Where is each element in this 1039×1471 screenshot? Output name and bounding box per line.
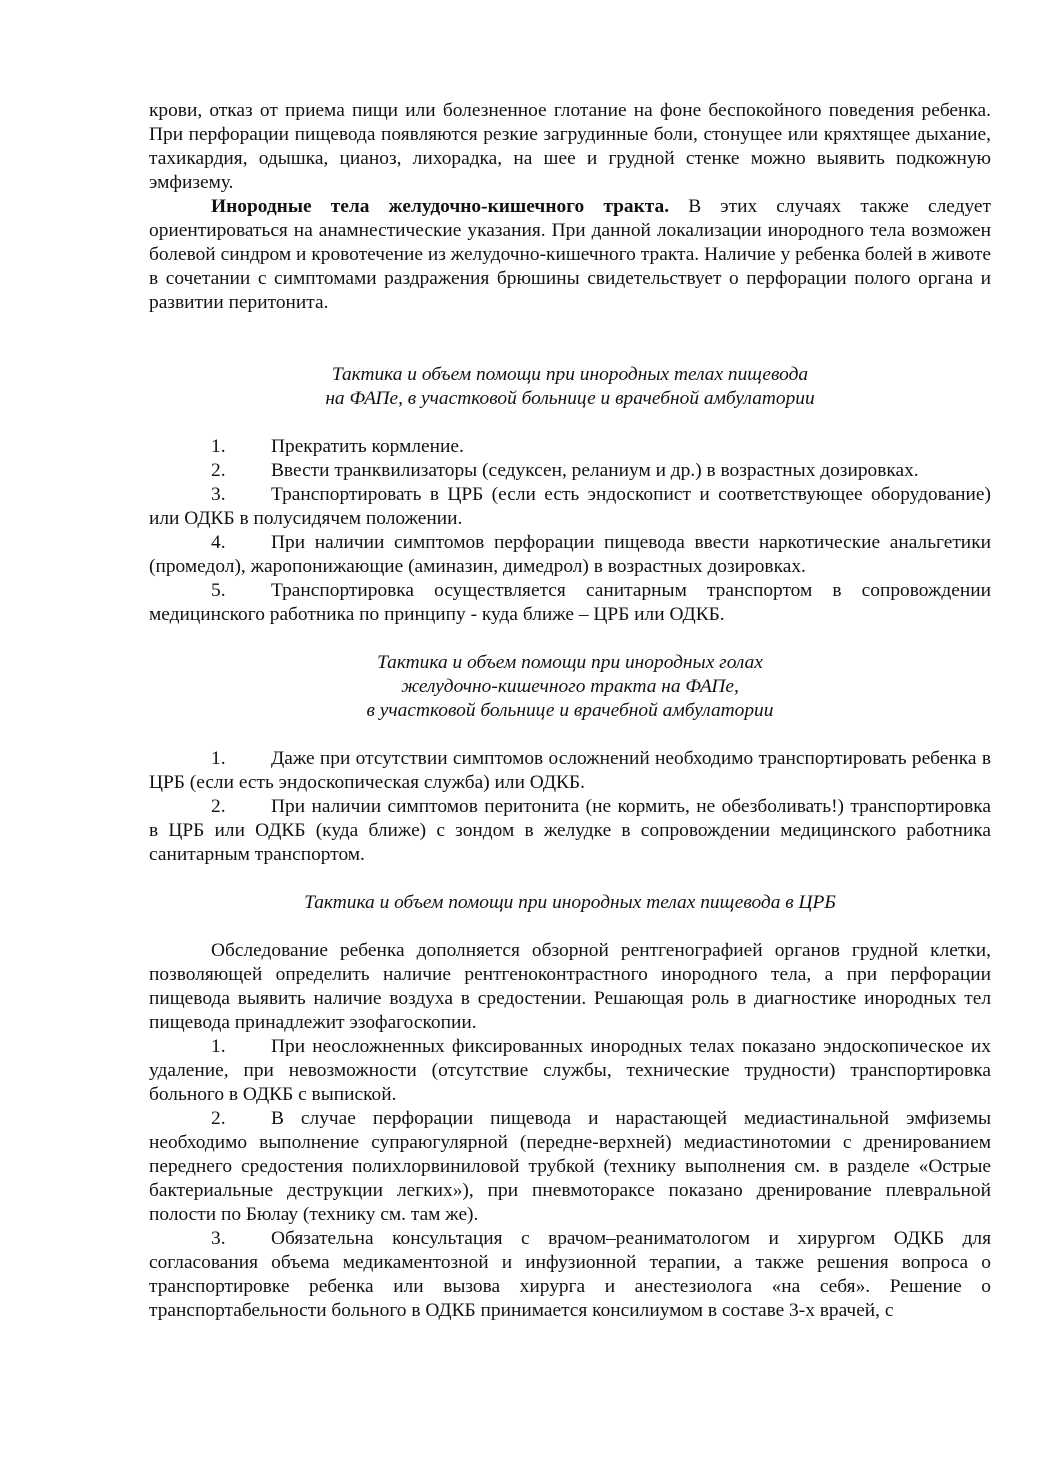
list-item <box>149 1035 991 1107</box>
item-text: Прекратить кормление. <box>271 436 464 457</box>
section2-heading-line3: в участковой больнице и врачебной амбулатории <box>366 700 774 721</box>
section2-heading <box>149 651 991 723</box>
item-text: При неосложненных фиксированных инородных телах показано эндоскопическое их удаление, при невозможности (отсутствие службы, технические трудности) транспортировка больного в ОДКБ с выпиской. <box>149 1036 991 1105</box>
section1-heading-line2: на ФАПе, в участковой больнице и врачебной амбулатории <box>325 388 815 409</box>
item-number: 2. <box>211 1108 226 1129</box>
list-item <box>149 435 991 459</box>
spacer <box>149 627 991 651</box>
spacer <box>149 915 991 939</box>
item-text: Даже при отсутствии симптомов осложнений необходимо транспортировать ребенка в ЦРБ (если есть эндоскопическая служба) или ОДКБ. <box>149 748 991 793</box>
spacer <box>149 723 991 747</box>
spacer <box>149 411 991 435</box>
item-text: Транспортировать в ЦРБ (если есть эндоскопист и соответствующее оборудование) или ОДКБ в полусидячем положении. <box>149 484 991 529</box>
item-text: Транспортировка осуществляется санитарным транспортом в сопровождении медицинского работника по принципу - куда ближе – ЦРБ или ОДКБ. <box>149 580 991 625</box>
section1-list <box>149 435 991 627</box>
item-text: При наличии симптомов перфорации пищевода ввести наркотические анальгетики (промедол), жаропонижающие (аминазин, димедрол) в возрастных дозировках. <box>149 532 991 577</box>
item-text: Ввести транквилизаторы (седуксен, реланиум и др.) в возрастных дозировках. <box>271 460 919 481</box>
item-number: 1. <box>211 1036 226 1057</box>
list-item <box>149 483 991 531</box>
item-number: 1. <box>211 748 226 769</box>
list-item <box>149 1107 991 1227</box>
item-number: 4. <box>211 532 226 553</box>
list-item <box>149 579 991 627</box>
section3-intro: Обследование ребенка дополняется обзорной рентгенографией органов грудной клетки, позволяющей определить наличие рентгеноконтрастного инородного тела, а при перфорации пищевода выявить наличие воздуха в средостении. Решающая роль в диагностике инородных тел пищевода принадлежит эзофагоскопии. <box>149 940 991 1033</box>
gi-tract-term: Инородные тела желудочно-кишечного тракта. <box>211 196 670 217</box>
section3-heading: Тактика и объем помощи при инородных телах пищевода в ЦРБ <box>304 892 836 913</box>
list-item <box>149 795 991 867</box>
list-item <box>149 1227 991 1323</box>
item-text: В случае перфорации пищевода и нарастающей медиастинальной эмфиземы необходимо выполнение супраюгулярной (передне-верхней) медиастинотомии с дренированием переднего средостения полихлорвиниловой трубкой (технику выполнения см. в разделе «Острые бактериальные деструкции легких»), при пневмотораксе показано дренирование плевральной полости по Бюлау (технику см. там же). <box>149 1108 991 1225</box>
item-number: 2. <box>211 796 226 817</box>
item-number: 3. <box>211 1228 226 1249</box>
item-number: 1. <box>211 436 226 457</box>
item-number: 3. <box>211 484 226 505</box>
section2-list <box>149 747 991 867</box>
item-text: Обязательна консультация с врачом–реаниматологом и хирургом ОДКБ для согласования объема медикаментозной и инфузионной терапии, а также решения вопроса о транспортировке ребенка или вызова хирурга и анестезиолога «на себя». Решение о транспортабельности больного в ОДКБ принимается консилиумом в составе 3-х врачей, с <box>149 1228 991 1321</box>
intro-paragraph-1: крови, отказ от приема пищи или болезненное глотание на фоне беспокойного поведения ребенка. При перфорации пищевода появляются резкие загрудинные боли, стонущее или кряхтящее дыхание, тахикардия, одышка, цианоз, лихорадка, на шее и грудной стенке можно выявить подкожную эмфизему. <box>149 100 991 193</box>
item-number: 5. <box>211 580 226 601</box>
section2-heading-line2: желудочно-кишечного тракта на ФАПе, <box>401 676 739 697</box>
section1-heading <box>149 363 991 411</box>
spacer <box>149 315 991 363</box>
spacer <box>149 867 991 891</box>
gi-tract-text: В этих случаях также следует ориентироваться на анамнестические указания. При данной локализации инородного тела возможен болевой синдром и кровотечение из желудочно-кишечного тракта. Наличие у ребенка болей в животе в сочетании с симптомами раздражения брюшины свидетельствует о перфорации полого органа и развитии перитонита. <box>149 196 991 313</box>
section1-heading-line1: Тактика и объем помощи при инородных телах пищевода <box>331 364 809 385</box>
document-page <box>149 99 991 1323</box>
list-item <box>149 531 991 579</box>
item-text: При наличии симптомов перитонита (не кормить, не обезболивать!) транспортировка в ЦРБ или ОДКБ (куда ближе) с зондом в желудке в сопровождении медицинского работника санитарным транспортом. <box>149 796 991 865</box>
list-item <box>149 747 991 795</box>
section2-heading-line1: Тактика и объем помощи при инородных голах <box>377 652 763 673</box>
section3-list <box>149 1035 991 1323</box>
item-number: 2. <box>211 460 226 481</box>
list-item <box>149 459 991 483</box>
intro-paragraph-2 <box>149 195 991 315</box>
